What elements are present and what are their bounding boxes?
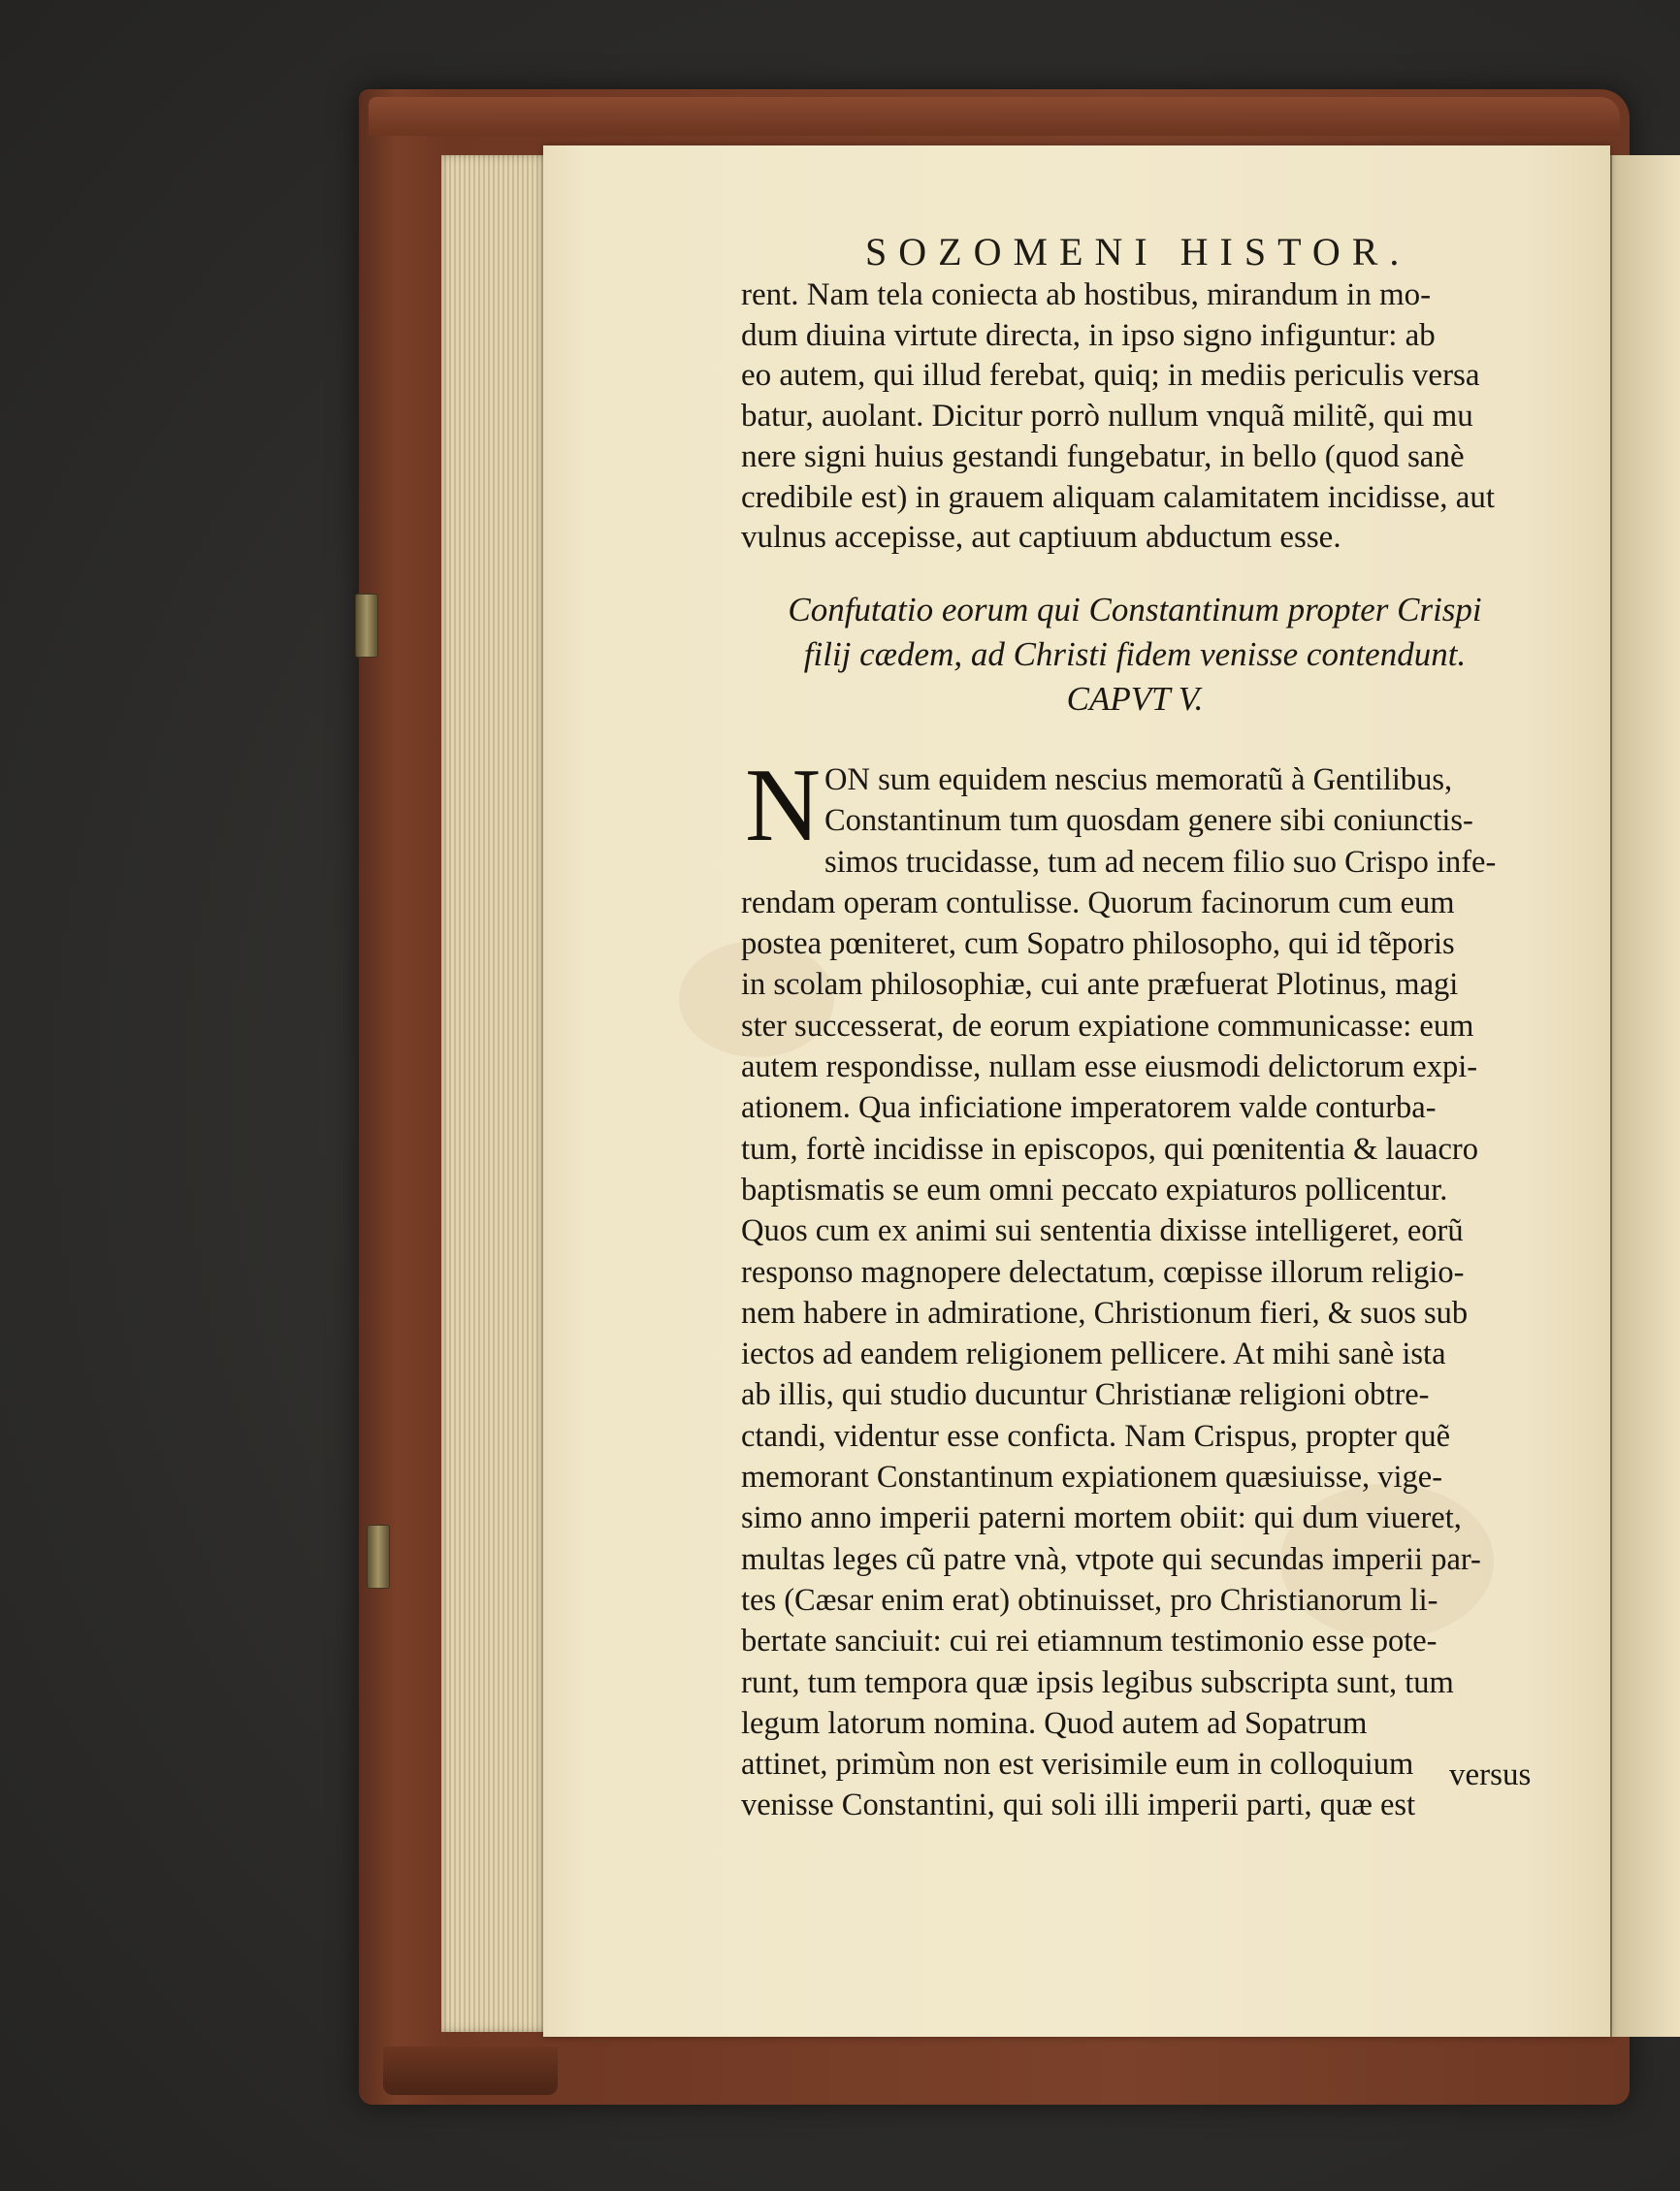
text-line: postea pœniteret, cum Sopatro philosopho, qui id tẽporis [741, 926, 1455, 962]
text-line: venisse Constantini, qui soli illi imperii parti, quæ est [741, 1788, 1416, 1823]
clasp-lower-icon [367, 1525, 390, 1589]
text-line: in scolam philosophiæ, cui ante præfuerat Plotinus, magi [741, 967, 1459, 1003]
text-line: Quos cum ex animi sui sententia dixisse intelligeret, eorũ [741, 1213, 1464, 1249]
text-line: autem respondisse, nullam esse eiusmodi delictorum expi- [741, 1049, 1478, 1085]
text-line: tum, fortè incidisse in episcopos, qui pœnitentia & lauacro [741, 1131, 1478, 1167]
page-edges-stack [441, 155, 550, 2032]
running-head: SOZOMENI HISTOR. [865, 230, 1411, 274]
clasp-upper-icon [355, 594, 378, 658]
chapter-number: CAPVT V. [1066, 680, 1204, 718]
text-line: credibile est) in grauem aliquam calamitatem incidisse, aut [741, 479, 1496, 515]
text-line: baptismatis se eum omni peccato expiaturos pollicentur. [741, 1172, 1448, 1208]
text-line: nem habere in admiratione, Christionum fieri, & suos sub [741, 1295, 1469, 1331]
text-line: legum latorum nomina. Quod autem ad Sopatrum [741, 1705, 1368, 1741]
text-line: bertate sanciuit: cui rei etiamnum testimonio esse pote- [741, 1624, 1438, 1659]
text-line: Constantinum tum quosdam genere sibi coniunctis- [824, 803, 1473, 839]
text-line: ster successerat, de eorum expiatione communicasse: eum [741, 1008, 1474, 1044]
cover-bottom-edge [383, 2046, 558, 2095]
text-line: multas leges cũ patre vnà, vtpote qui secundas imperii par- [741, 1541, 1481, 1577]
text-line: eo autem, qui illud ferebat, quiq; in mediis periculis versa [741, 358, 1480, 394]
catchword: versus [1449, 1757, 1532, 1792]
chapter-body [741, 748, 1535, 1826]
text-line: vulnus accepisse, aut captiuum abductum esse. [741, 520, 1341, 556]
text-line: tes (Cæsar enim erat) obtinuisset, pro Christianorum li- [741, 1582, 1438, 1618]
text-line: rendam operam contulisse. Quorum facinorum cum eum [741, 885, 1455, 920]
text-line: ctandi, videntur esse conficta. Nam Crispus, propter quẽ [741, 1418, 1451, 1454]
text-line: responso magnopere delectatum, cœpisse illorum religio- [741, 1254, 1465, 1290]
text-line: memorant Constantinum expiationem quæsiuisse, vige- [741, 1460, 1443, 1496]
text-line: dum diuina virtute directa, in ipso signo infiguntur: ab [741, 317, 1436, 353]
text-line: ON sum equidem nescius memoratũ à Gentilibus, [824, 762, 1453, 797]
chapter-caption [741, 588, 1529, 722]
opening-paragraph [741, 275, 1529, 559]
text-line: attinet, primùm non est verisimile eum in colloquium [741, 1747, 1414, 1783]
text-line: simo anno imperii paterni mortem obiit: qui dum viueret, [741, 1500, 1462, 1536]
facing-page-edge [1610, 155, 1680, 2037]
text-line: runt, tum tempora quæ ipsis legibus subscripta sunt, tum [741, 1664, 1454, 1700]
text-line: iectos ad eandem religionem pellicere. At mihi sanè ista [741, 1337, 1446, 1372]
text-line: simos trucidasse, tum ad necem filio suo Crispo infe- [824, 844, 1497, 880]
text-line: nere signi huius gestandi fungebatur, in bello (quod sanè [741, 438, 1465, 474]
text-line: rent. Nam tela coniecta ab hostibus, mirandum in mo- [741, 277, 1432, 312]
cover-top-edge [369, 97, 1620, 136]
caption-line: Confutatio eorum qui Constantinum propter Crispi [788, 591, 1482, 628]
drop-cap: N [745, 748, 821, 863]
text-line: batur, auolant. Dicitur porrò nullum vnquã militẽ, qui mu [741, 399, 1473, 435]
text-line: ationem. Qua inficiatione imperatorem valde conturba- [741, 1090, 1437, 1126]
text-line: ab illis, qui studio ducuntur Christianæ religioni obtre- [741, 1377, 1430, 1413]
caption-line: filij cædem, ad Christi fidem venisse contendunt. [803, 635, 1467, 673]
